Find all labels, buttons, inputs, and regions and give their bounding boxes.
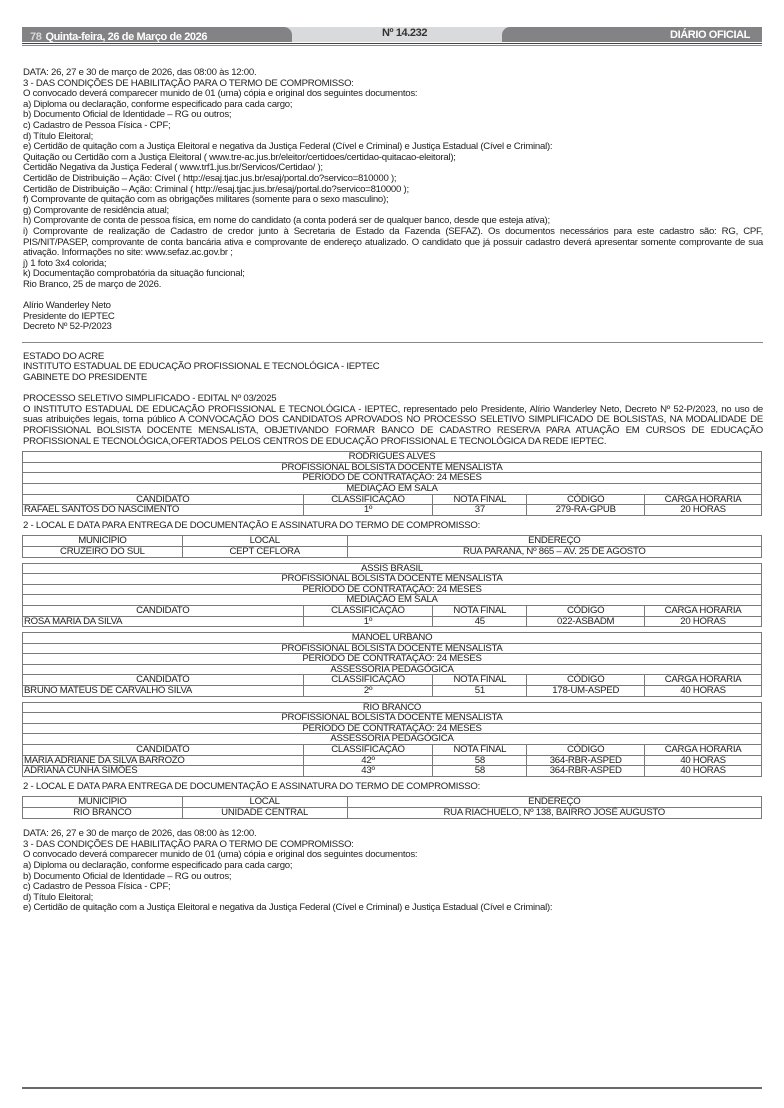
publication-title: DIÁRIO OFICIAL bbox=[670, 29, 750, 41]
col-header: CARGA HORARIA bbox=[645, 494, 762, 505]
venue: CEPT CEFLORA bbox=[182, 546, 347, 557]
col-header: CÓDIGO bbox=[527, 494, 645, 505]
page-content bbox=[23, 68, 763, 914]
col-header: NOTA FINAL bbox=[433, 745, 527, 756]
final-grade: 58 bbox=[433, 755, 527, 766]
table-header-row bbox=[23, 494, 762, 505]
municipality: CRUZEIRO DO SUL bbox=[23, 546, 183, 557]
venue: UNIDADE CENTRAL bbox=[182, 808, 347, 819]
text-line: O convocado deverá comparecer munido de 01 (uma) cópia e original dos seguintes documentos: bbox=[23, 849, 418, 861]
text-line: 3 - DAS CONDIÇÕES DE HABILITAÇÃO PARA O TERMO DE COMPROMISSO: bbox=[23, 838, 354, 850]
workload: 40 HORAS bbox=[645, 686, 762, 697]
table-area: ASSESSORIA PEDAGÓGICA bbox=[23, 734, 762, 745]
text-line: k) Documentação comprobatória da situação funcional; bbox=[23, 268, 245, 280]
col-header: CANDIDATO bbox=[23, 745, 304, 756]
col-header: CANDIDATO bbox=[23, 494, 304, 505]
signatory-title: Presidente do IEPTEC bbox=[23, 310, 115, 322]
candidate-name: RAFAEL SANTOS DO NASCIMENTO bbox=[23, 505, 304, 516]
text-line: d) Título Eleitoral; bbox=[23, 130, 94, 142]
code: 022-ASBADM bbox=[527, 616, 645, 627]
results-table-assis-brasil bbox=[22, 563, 762, 628]
results-table-manoel-urbano bbox=[22, 632, 762, 697]
text-line: b) Documento Oficial de Identidade – RG ou outros; bbox=[23, 870, 232, 882]
col-header: CARGA HORARIA bbox=[645, 605, 762, 616]
code: 364-RBR-ASPED bbox=[527, 766, 645, 777]
classification: 1º bbox=[303, 505, 433, 516]
address-table-rio-branco bbox=[22, 796, 762, 818]
col-header: CLASSIFICAÇÃO bbox=[303, 745, 433, 756]
header-title-band bbox=[502, 27, 762, 42]
table-area: ASSESSORIA PEDAGÓGICA bbox=[23, 664, 762, 675]
address: RUA RIACHUELO, Nº 138, BAIRRO JOSÉ AUGUSTO bbox=[347, 808, 762, 819]
col-header: CLASSIFICAÇÃO bbox=[303, 605, 433, 616]
final-grade: 58 bbox=[433, 766, 527, 777]
final-grade: 45 bbox=[433, 616, 527, 627]
workload: 40 HORAS bbox=[645, 755, 762, 766]
institute-name: INSTITUTO ESTADUAL DE EDUCAÇÃO PROFISSIONAL E TECNOLÓGICA - IEPTEC bbox=[23, 361, 380, 373]
text-line: a) Diploma ou declaração, conforme especificado para cada cargo; bbox=[23, 98, 293, 110]
issue-number: Nº 14.232 bbox=[382, 27, 428, 39]
header-rule-secondary bbox=[22, 45, 762, 46]
publication-date: Quinta-feira, 26 de Março de 2026 bbox=[45, 31, 208, 43]
col-header: NOTA FINAL bbox=[433, 605, 527, 616]
convocation-notice bbox=[23, 352, 763, 914]
text-line: g) Comprovante de residência atual; bbox=[23, 204, 169, 216]
text-line: b) Documento Oficial de Identidade – RG ou outros; bbox=[23, 109, 232, 121]
text-line: DATA: 26, 27 e 30 de março de 2026, das 08:00 às 12:00. bbox=[23, 828, 257, 840]
table-period: PERÍODO DE CONTRATAÇÃO: 24 MESES bbox=[23, 654, 762, 665]
table-header-row bbox=[23, 536, 762, 547]
col-header: CÓDIGO bbox=[527, 675, 645, 686]
text-line: DATA: 26, 27 e 30 de março de 2026, das 08:00 às 12:00. bbox=[23, 67, 257, 78]
table-role: PROFISSIONAL BOLSISTA DOCENTE MENSALISTA bbox=[23, 574, 762, 585]
location-heading: 2 - LOCAL E DATA PARA ENTREGA DE DOCUMENTAÇÃO E ASSINATURA DO TERMO DE COMPROMISSO: bbox=[23, 519, 481, 531]
text-line: Certidão Negativa da Justiça Federal ( www.trf1.jus.br/Servicos/Certidao/ ); bbox=[23, 162, 323, 174]
candidate-name: BRUNO MATEUS DE CARVALHO SILVA bbox=[23, 686, 304, 697]
col-header: CLASSIFICAÇÃO bbox=[303, 675, 433, 686]
text-line: c) Cadastro de Pessoa Física - CPF; bbox=[23, 119, 171, 131]
address-table-cruzeiro bbox=[22, 535, 762, 557]
text-line: Certidão de Distribuição – Ação: Cível ( http://esaj.tjac.jus.br/esaj/portal.do?servico=810000 ); bbox=[23, 172, 397, 184]
table-row bbox=[23, 616, 762, 627]
col-header: MUNICÍPIO bbox=[23, 536, 183, 547]
col-header: ENDEREÇO bbox=[347, 797, 762, 808]
table-city: ASSIS BRASIL bbox=[23, 563, 762, 574]
table-header-row bbox=[23, 675, 762, 686]
candidate-name: ADRIANA CUNHA SIMÕES bbox=[23, 766, 304, 777]
table-period: PERÍODO DE CONTRATAÇÃO: 24 MESES bbox=[23, 723, 762, 734]
workload: 40 HORAS bbox=[645, 766, 762, 777]
candidate-name: ROSA MARIA DA SILVA bbox=[23, 616, 304, 627]
page-header bbox=[22, 27, 762, 42]
table-row bbox=[23, 766, 762, 777]
code: 178-UM-ASPED bbox=[527, 686, 645, 697]
col-header: LOCAL bbox=[182, 797, 347, 808]
table-city: MANOEL URBANO bbox=[23, 633, 762, 644]
text-line: 3 - DAS CONDIÇÕES DE HABILITAÇÃO PARA O TERMO DE COMPROMISSO: bbox=[23, 77, 354, 89]
col-header: MUNICÍPIO bbox=[23, 797, 183, 808]
text-line: e) Certidão de quitação com a Justiça Eleitoral e negativa da Justiça Federal (Cível e Criminal) e Justiça Estadual (Cível e Criminal): bbox=[23, 141, 553, 153]
classification: 1º bbox=[303, 616, 433, 627]
text-line: Quitação ou Certidão com a Justiça Eleitoral ( www.tre-ac.jus.br/eleitor/certidoes/certidao-quitacao-eleitoral); bbox=[23, 151, 456, 163]
signatory-decree: Decreto Nº 52-P/2023 bbox=[23, 321, 112, 333]
text-line: a) Diploma ou declaração, conforme especificado para cada cargo; bbox=[23, 859, 293, 871]
intro-paragraph: O INSTITUTO ESTADUAL DE EDUCAÇÃO PROFISSIONAL E TECNOLÓGICA - IEPTEC, representado pelo Presidente, Alírio Wanderley Neto, Decreto Nº 52-P/2023, no uso de suas atribuições legais, torna público A CONVOCAÇÃO DOS CANDIDATOS APROVADOS NO PROCESSO SELETIVO SIMPLIFICADO DE BOLSISTAS, NA MODALIDADE DE PROFISSIONAL BOLSISTA DOCENTE MENSALISTA, OBJETIVANDO FORMAR BANCO DE CADASTRO RESERVA PARA ATUAÇÃO EM CURSOS DE EDUCAÇÃO PROFISSIONAL E TECNOLÓGICA,OFERTADOS PELOS CENTROS DE EDUCAÇÃO PROFISSIONAL E TECNOLÓGICA DA REDE IEPTEC. bbox=[23, 403, 763, 447]
signatory-name: Alírio Wanderley Neto bbox=[23, 300, 111, 312]
results-table-rio-branco bbox=[22, 702, 762, 777]
text-line: j) 1 foto 3x4 colorida; bbox=[23, 257, 107, 269]
header-issue-band bbox=[282, 27, 522, 42]
results-table-rodrigues-alves bbox=[22, 451, 762, 516]
table-city: RIO BRANCO bbox=[23, 702, 762, 713]
process-title: PROCESSO SELETIVO SIMPLIFICADO - EDITAL Nº 03/2025 bbox=[23, 393, 277, 405]
classification: 43º bbox=[303, 766, 433, 777]
table-role: PROFISSIONAL BOLSISTA DOCENTE MENSALISTA bbox=[23, 643, 762, 654]
state-name: ESTADO DO ACRE bbox=[23, 350, 105, 362]
col-header: ENDEREÇO bbox=[347, 536, 761, 547]
classification: 2º bbox=[303, 686, 433, 697]
address: RUA PARANÁ, Nº 865 – AV. 25 DE AGOSTO bbox=[347, 546, 761, 557]
col-header: NOTA FINAL bbox=[433, 494, 527, 505]
text-line: O convocado deverá comparecer munido de 01 (uma) cópia e original dos seguintes documentos: bbox=[23, 88, 418, 100]
classification: 42º bbox=[303, 755, 433, 766]
candidate-name: MARIA ADRIANE DA SILVA BARROZO bbox=[23, 755, 304, 766]
table-role: PROFISSIONAL BOLSISTA DOCENTE MENSALISTA bbox=[23, 713, 762, 724]
code: 279-RA-GPUB bbox=[527, 505, 645, 516]
table-header-row bbox=[23, 745, 762, 756]
table-row bbox=[23, 755, 762, 766]
header-date-band bbox=[22, 27, 292, 42]
text-line: h) Comprovante de conta de pessoa física, em nome do candidato (a conta poderá ser de qualquer banco, desde que esteja ativa); bbox=[23, 215, 550, 227]
col-header: LOCAL bbox=[182, 536, 347, 547]
header-rule bbox=[22, 43, 762, 44]
previous-notice-continuation bbox=[23, 68, 763, 333]
section-divider bbox=[22, 342, 763, 343]
table-city: RODRIGUES ALVES bbox=[23, 452, 762, 463]
text-line: Certidão de Distribuição – Ação: Criminal ( http://esaj.tjac.jus.br/esaj/portal.do?servico=810000 ); bbox=[23, 183, 409, 195]
table-row bbox=[23, 505, 762, 516]
table-area: MEDIAÇÃO EM SALA bbox=[23, 595, 762, 606]
text-line: d) Título Eleitoral; bbox=[23, 891, 94, 903]
workload: 20 HORAS bbox=[645, 505, 762, 516]
text-line: e) Certidão de quitação com a Justiça Eleitoral e negativa da Justiça Federal (Cível e Criminal) e Justiça Estadual (Cível e Criminal): bbox=[23, 902, 553, 914]
table-period: PERÍODO DE CONTRATAÇÃO: 24 MESES bbox=[23, 473, 762, 484]
municipality: RIO BRANCO bbox=[23, 808, 183, 819]
col-header: CÓDIGO bbox=[527, 605, 645, 616]
col-header: NOTA FINAL bbox=[433, 675, 527, 686]
sefaz-paragraph: i) Comprovante de realização de Cadastro de credor junto à Secretaria de Estado da Fazenda (SEFAZ). Os documentos necessários para este cadastro são: RG, CPF, PIS/NIT/PASEP, comprovante de conta bancária ativa e comprovante de endereço atualizado. O candidato que já possuir cadastro deverá apresentar somente comprovante de sua ativação. Informações no site: www.sefaz.ac.gov.br ; bbox=[23, 225, 763, 259]
text-line: c) Cadastro de Pessoa Física - CPF; bbox=[23, 881, 171, 893]
col-header: CÓDIGO bbox=[527, 745, 645, 756]
col-header: CANDIDATO bbox=[23, 675, 304, 686]
code: 364-RBR-ASPED bbox=[527, 755, 645, 766]
table-period: PERÍODO DE CONTRATAÇÃO: 24 MESES bbox=[23, 584, 762, 595]
place-date: Rio Branco, 25 de março de 2026. bbox=[23, 278, 162, 290]
col-header: CLASSIFICAÇÃO bbox=[303, 494, 433, 505]
table-row bbox=[23, 546, 762, 557]
final-grade: 51 bbox=[433, 686, 527, 697]
workload: 20 HORAS bbox=[645, 616, 762, 627]
table-row bbox=[23, 686, 762, 697]
final-grade: 37 bbox=[433, 505, 527, 516]
location-heading: 2 - LOCAL E DATA PARA ENTREGA DE DOCUMENTAÇÃO E ASSINATURA DO TERMO DE COMPROMISSO: bbox=[23, 780, 481, 792]
office-name: GABINETE DO PRESIDENTE bbox=[23, 372, 148, 384]
col-header: CARGA HORARIA bbox=[645, 745, 762, 756]
table-header-row bbox=[23, 605, 762, 616]
table-row bbox=[23, 808, 762, 819]
col-header: CARGA HORARIA bbox=[645, 675, 762, 686]
table-role: PROFISSIONAL BOLSISTA DOCENTE MENSALISTA bbox=[23, 462, 762, 473]
table-area: MEDIAÇÃO EM SALA bbox=[23, 483, 762, 494]
footer-rule bbox=[22, 1087, 762, 1089]
col-header: CANDIDATO bbox=[23, 605, 304, 616]
text-line: f) Comprovante de quitação com as obrigações militares (somente para o sexo masculino); bbox=[23, 194, 389, 206]
table-header-row bbox=[23, 797, 762, 808]
page-number: 78 bbox=[30, 31, 42, 43]
